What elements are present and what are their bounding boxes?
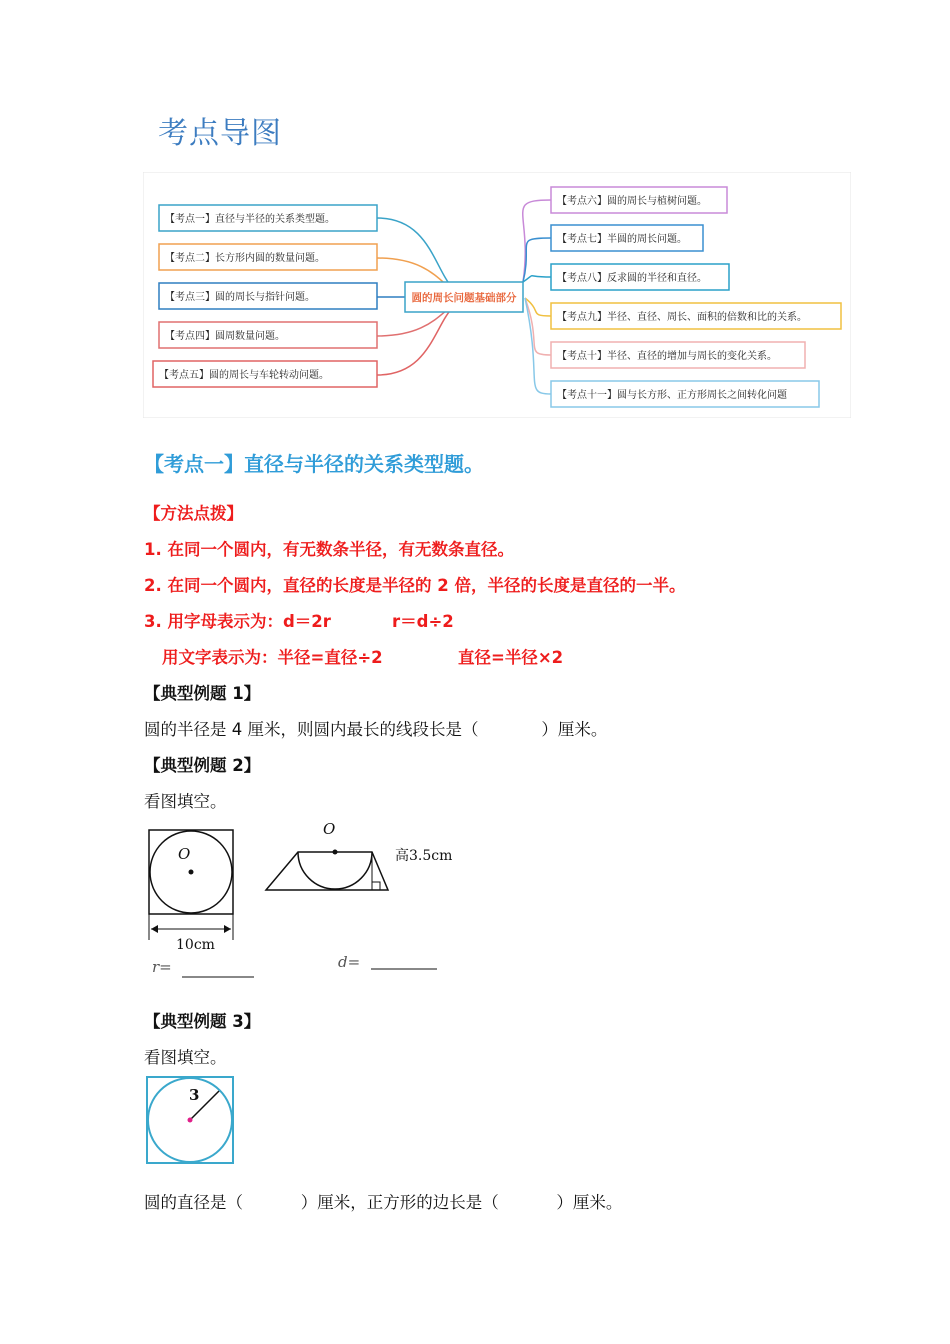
right-angle-mark xyxy=(372,882,380,890)
node-k2: 【考点二】长方形内圆的数量问题。 xyxy=(165,253,325,264)
node-k4: 【考点四】圆周数量问题。 xyxy=(165,331,285,342)
width-label: 10cm xyxy=(176,937,215,953)
dim-arrow-right xyxy=(224,925,231,933)
node-k7: 【考点七】半圆的周长问题。 xyxy=(557,234,687,245)
example3-question: 看图填空。 xyxy=(144,1048,227,1067)
height-label: 高3.5cm xyxy=(395,848,453,864)
node-k9: 【考点九】半径、直径、周长、面积的倍数和比的关系。 xyxy=(557,312,807,323)
method-line-3b: r＝d÷2 xyxy=(392,612,454,631)
method-line-1: 1. 在同一个圆内，有无数条半径，有无数条直径。 xyxy=(144,540,514,559)
method-line-4a: 用文字表示为：半径=直径÷2 xyxy=(162,648,383,667)
node-k10: 【考点十】半径、直径的增加与周长的变化关系。 xyxy=(557,351,777,362)
node-k5: 【考点五】圆的周长与车轮转动问题。 xyxy=(159,370,329,381)
node-k11: 【考点十一】圆与长方形、正方形周长之间转化问题 xyxy=(557,390,787,401)
mind-map xyxy=(143,172,851,418)
method-line-2: 2. 在同一个圆内，直径的长度是半径的 2 倍，半径的长度是直径的一半。 xyxy=(144,576,686,595)
center-node: 圆的周长问题基础部分 xyxy=(411,292,517,304)
semicircle xyxy=(298,852,372,889)
center-dot-right xyxy=(333,850,338,855)
kaodian1-title: 【考点一】直径与半径的关系类型题。 xyxy=(144,452,484,476)
example2-question: 看图填空。 xyxy=(144,792,227,811)
method-label: 【方法点拨】 xyxy=(144,504,243,523)
node-k1: 【考点一】直径与半径的关系类型题。 xyxy=(165,214,335,225)
example3-label: 【典型例题 3】 xyxy=(144,1012,261,1031)
dim-arrow-left xyxy=(151,925,158,933)
node-k6: 【考点六】圆的周长与植树问题。 xyxy=(557,196,707,207)
method-line-4b: 直径=半径×2 xyxy=(458,648,564,667)
example1-label: 【典型例题 1】 xyxy=(144,684,261,703)
radius-label: 3 xyxy=(189,1086,200,1104)
example2-figure xyxy=(140,815,470,985)
method-line-3a: 3. 用字母表示为：d＝2r xyxy=(144,612,331,631)
mind-map-svg xyxy=(143,172,851,418)
example3-figure xyxy=(145,1075,235,1165)
trapezoid xyxy=(266,852,388,890)
center-dot xyxy=(189,870,194,875)
node-k3: 【考点三】圆的周长与指针问题。 xyxy=(165,292,315,303)
d-answer-label: d= xyxy=(338,953,361,971)
center-dot-3 xyxy=(188,1118,193,1123)
example2-label: 【典型例题 2】 xyxy=(144,756,261,775)
example1-question: 圆的半径是 4 厘米，则圆内最长的线段长是（ ）厘米。 xyxy=(144,720,608,739)
center-label-left: O xyxy=(178,845,191,863)
node-k8: 【考点八】反求圆的半径和直径。 xyxy=(557,273,707,284)
r-answer-label: r= xyxy=(152,958,172,976)
example3-answer: 圆的直径是（ ）厘米，正方形的边长是（ ）厘米。 xyxy=(144,1193,623,1212)
center-label-right: O xyxy=(323,820,336,838)
section-title: 考点导图 xyxy=(158,116,282,151)
